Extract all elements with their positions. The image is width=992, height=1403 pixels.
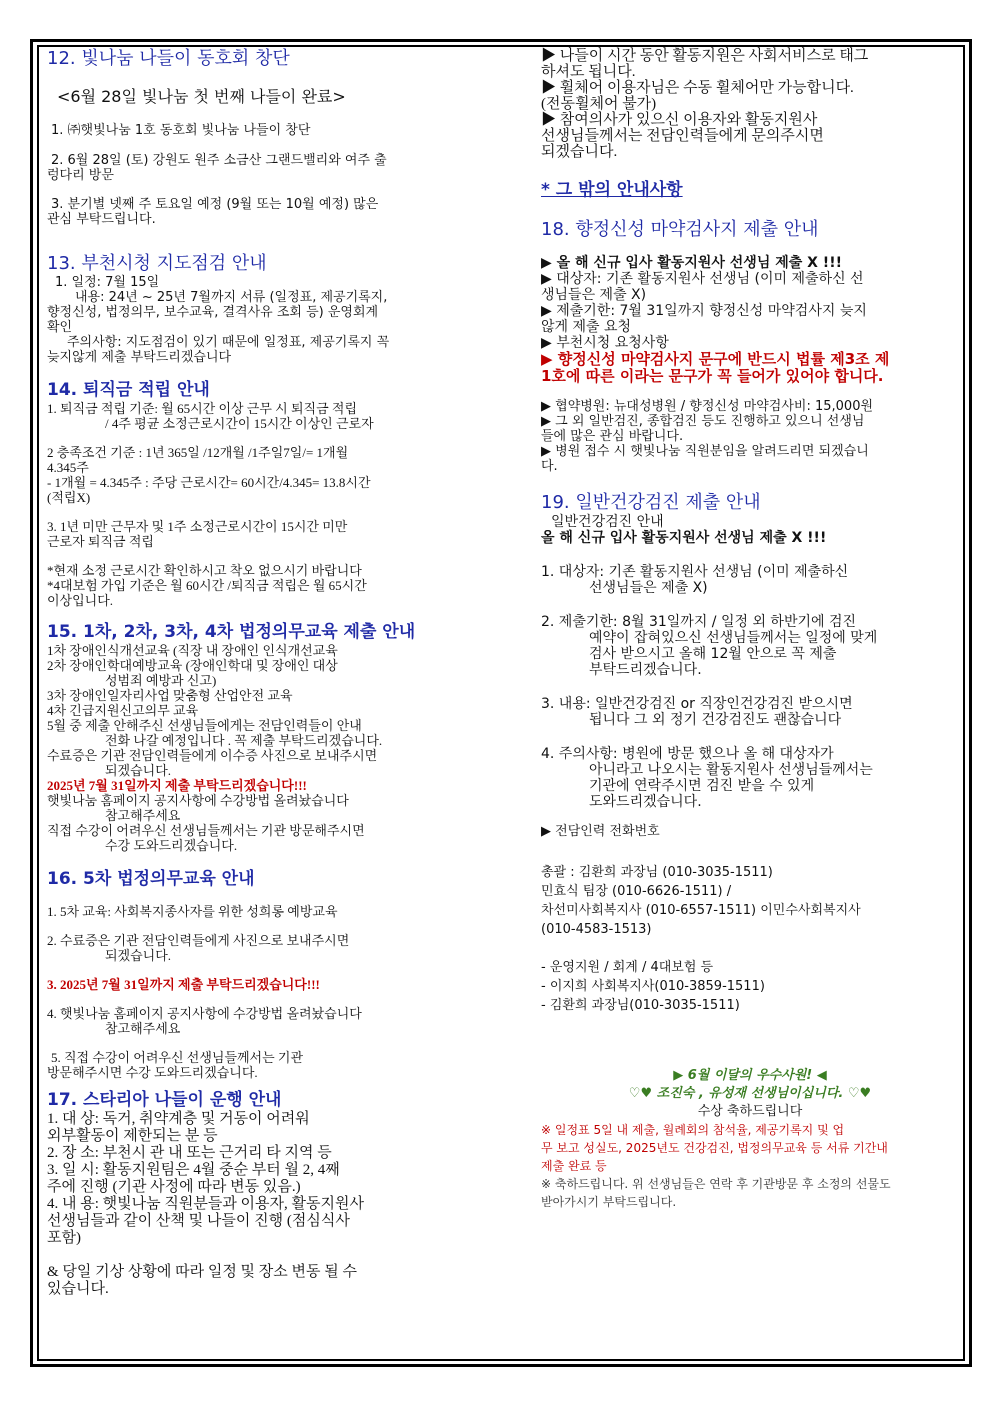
section-19-line: 일반건강검진 안내 <box>551 514 664 530</box>
section-14-line: 4.345주 <box>47 460 89 475</box>
section-14-line: 이상입니다. <box>47 593 114 608</box>
contact-line: - 운영지원 / 회계 / 4대보험 등 <box>541 960 714 975</box>
section-19-line: 올 해 신규 입사 활동지원사 선생님 제출 X !!! <box>541 530 827 546</box>
section-15-line: 되겠습니다. <box>105 763 172 778</box>
section-15 <box>47 622 487 853</box>
section-15-deadline: 2025년 7월 31일까지 제출 부탁드리겠습니다!!! <box>47 778 307 793</box>
section-16-line: 1. 5차 교육: 사회복지종사자를 위한 성희롱 예방교육 <box>47 904 338 919</box>
section-14-title: 14. 퇴직금 적립 안내 <box>47 380 210 400</box>
section-15-line: 1차 장애인식개선교육 (직장 내 장애인 인식개선교육 <box>47 643 338 658</box>
section-15-line: 수료증은 기관 전담인력들에게 이수증 사진으로 보내주시면 <box>47 748 378 763</box>
section-19-line: 아니라고 나오시는 활동지원사 선생님들께서는 <box>589 762 873 778</box>
award-congrats: 수상 축하드립니다 <box>697 1104 803 1119</box>
section-16-line: 방문해주시면 수강 도와드리겠습니다. <box>47 1065 258 1080</box>
award-winners: ♡♥ 조진숙 , 유성재 선생님이십니다. ♡♥ <box>628 1086 872 1101</box>
section-18-required-phrase: 1호에 따른 이라는 문구가 꼭 들어가 있어야 합니다. <box>541 367 884 385</box>
section-15-line: 4차 긴급지원신고의무 교육 <box>47 703 199 718</box>
section-14-line: 근로자 퇴직금 적립 <box>47 534 154 549</box>
section-17-title: 17. 스타리아 나들이 운행 안내 <box>47 1090 282 1110</box>
section-14-line: 1. 퇴직금 적립 기준: 월 65시간 이상 근무 시 퇴직금 적립 <box>47 401 358 416</box>
section-19-line: 부탁드리겠습니다. <box>589 662 702 678</box>
section-15-title: 15. 1차, 2차, 3차, 4차 법정의무교육 제출 안내 <box>47 622 416 642</box>
outing-note-line: 되겠습니다. <box>541 144 618 160</box>
section-15-line: 햇빛나눔 홈페이지 공지사항에 수강방법 올려놨습니다 <box>47 793 349 808</box>
section-15-line: 성범죄 예방과 신고) <box>105 673 217 688</box>
section-18-line: 다. <box>541 459 558 474</box>
section-15-line: 2차 장애인학대예방교육 (장애인학대 및 장애인 대상 <box>47 658 338 673</box>
right-column <box>541 48 959 1211</box>
section-17-line: 1. 대 상: 독거, 취약계층 및 거동이 어려워 <box>47 1111 310 1127</box>
section-14 <box>47 380 487 608</box>
section-17-line: & 당일 기상 상황에 따라 일정 및 장소 변동 될 수 <box>47 1264 357 1280</box>
section-19 <box>541 492 959 810</box>
section-17-line: 선생님들과 같이 산책 및 나들이 진행 (점심식사 <box>47 1213 350 1229</box>
section-19-line: 3. 내용: 일반건강검진 or 직장인건강검진 받으시면 <box>541 696 853 712</box>
section-15-line: 참고해주세요 <box>105 808 181 823</box>
section-13-line: 주의사항: 지도점검이 있기 때문에 일정표, 제공기록지 꼭 <box>67 335 390 350</box>
award-heading: ▶ 6월 이달의 우수사원! ◀ <box>673 1068 827 1083</box>
outing-notes <box>541 48 959 160</box>
section-18-line: 생님들은 제출 X) <box>541 287 647 303</box>
section-16-line: 2. 수료증은 기관 전담인력들에게 사진으로 보내주시면 <box>47 933 350 948</box>
misc-notices-heading: * 그 밖의 안내사항 <box>541 180 683 200</box>
outing-note-line: 하셔도 됩니다. <box>541 64 636 80</box>
section-18-line: ▶ 대상자: 기존 활동지원사 선생님 (이미 제출하신 선 <box>541 271 864 287</box>
section-14-line: 2 충족조건 기준 : 1년 365일 /12개월 /1주일7일/= 1개월 <box>47 445 349 460</box>
contact-line: (010-4583-1513) <box>541 922 652 937</box>
award-note: 받아가시기 부탁드립니다. <box>541 1195 677 1209</box>
outing-note-line: (전동휠체어 불가) <box>541 96 657 112</box>
section-17-line: 3. 일 시: 활동지원팀은 4월 중순 부터 월 2, 4째 <box>47 1162 340 1178</box>
award-criteria: 무 보고 성실도, 2025년도 건강검진, 법정의무교육 등 서류 기간내 <box>541 1141 888 1155</box>
section-17-line: 2. 장 소: 부천시 관 내 또는 근거리 타 지역 등 <box>47 1145 332 1161</box>
section-12 <box>47 48 487 227</box>
section-18-line: ▶ 협약병원: 뉴대성병원 / 향정신성 마약검사비: 15,000원 <box>541 399 874 414</box>
award-note: ※ 축하드립니다. 위 선생님들은 연락 후 기관방문 후 소정의 선물도 <box>541 1177 891 1191</box>
section-16-deadline: 3. 2025년 7월 31일까지 제출 부탁드리겠습니다!!! <box>47 977 320 992</box>
section-17-line: 외부활동이 제한되는 분 등 <box>47 1128 218 1144</box>
section-13-line: 내용: 24년 ~ 25년 7월까지 서류 (일정표, 제공기록지, <box>75 290 388 305</box>
section-14-line: / 4주 평균 소정근로시간이 15시간 이상인 근로자 <box>105 416 374 431</box>
section-15-line: 3차 장애인일자리사업 맞춤형 산업안전 교육 <box>47 688 293 703</box>
section-14-line: - 1개월 = 4.345주 : 주당 근로시간= 60시간/4.345= 13.8시간 <box>47 475 371 490</box>
section-13-line: 늦지않게 제출 부탁드리겠습니다 <box>47 350 232 365</box>
outing-note-line: ▶ 참여의사가 있으신 이용자와 활동지원사 <box>541 112 818 128</box>
contact-line: 차선미사회복지사 (010-6557-1511) 이민수사회복지사 <box>541 903 861 918</box>
section-19-line: 됩니다 그 외 정기 건강검진도 괜찮습니다 <box>589 712 842 728</box>
section-19-line: 2. 제출기한: 8월 31일까지 / 일정 외 하반기에 검진 <box>541 614 857 630</box>
section-13-line: 확인 <box>47 320 73 335</box>
section-19-title: 19. 일반건강검진 제출 안내 <box>541 492 761 513</box>
section-19-line: 기관에 연락주시면 검진 받을 수 있게 <box>589 778 815 794</box>
section-13-line: 1. 일정: 7월 15일 <box>55 275 160 290</box>
section-14-line: (적립X) <box>47 490 91 505</box>
section-16-line: 5. 직접 수강이 어려우신 선생님들께서는 기관 <box>51 1050 304 1065</box>
section-19-line: 선생님들은 제출 X) <box>589 580 708 596</box>
section-17-line: 4. 내 용: 햇빛나눔 직원분들과 이용자, 활동지원사 <box>47 1196 364 1212</box>
section-13 <box>47 253 487 365</box>
section-16 <box>47 869 487 1080</box>
employee-of-month <box>541 1067 959 1211</box>
section-16-line: 4. 햇빛나눔 홈페이지 공지사항에 수강방법 올려놨습니다 <box>47 1006 362 1021</box>
left-column <box>47 48 487 1298</box>
section-18-line: ▶ 병원 접수 시 햇빛나눔 직원분임을 알려드리면 되겠습니 <box>541 444 869 459</box>
contacts-header: ▶ 전담인력 전화번호 <box>541 824 660 839</box>
section-19-line: 1. 대상자: 기존 활동지원사 선생님 (이미 제출하신 <box>541 564 849 580</box>
section-16-title: 16. 5차 법정의무교육 안내 <box>47 869 255 889</box>
section-19-line: 검사 받으시고 올해 12월 안으로 꼭 제출 <box>589 646 837 662</box>
section-18-required-phrase: ▶ 향정신성 마약검사지 문구에 반드시 법률 제3조 제 <box>541 350 890 368</box>
section-18-line: ▶ 제출기한: 7월 31일까지 향정신성 마약검사지 늦지 <box>541 303 867 319</box>
outing-note-line: ▶ 나들이 시간 동안 활동지원은 사회서비스로 태그 <box>541 48 869 64</box>
section-17-line: 있습니다. <box>47 1281 109 1297</box>
section-15-line: 전화 나갈 예정입니다 . 꼭 제출 부탁드리겠습니다. <box>105 733 383 748</box>
section-13-line: 향정신성, 법정의무, 보수교육, 결격사유 조회 등) 운영회계 <box>47 305 379 320</box>
section-19-line: 도와드리겠습니다. <box>589 794 702 810</box>
section-12-item-3a: 3. 분기별 넷째 주 토요일 예정 (9월 또는 10월 예정) 많은 <box>51 197 379 212</box>
section-18 <box>541 219 959 474</box>
section-13-title: 13. 부천시청 지도점검 안내 <box>47 253 267 274</box>
section-14-line: 3. 1년 미만 근무자 및 1주 소정근로시간이 15시간 미만 <box>47 519 348 534</box>
section-15-line: 수강 도와드리겠습니다. <box>105 838 238 853</box>
section-12-title: 12. 빛나눔 나들이 동호회 창단 <box>47 48 290 69</box>
section-19-line: 예약이 잡혀있으신 선생님들께서는 일정에 맞게 <box>589 630 878 646</box>
section-18-line: ▶ 올 해 신규 입사 활동지원사 선생님 제출 X !!! <box>541 255 842 271</box>
contact-line: - 김환희 과장님(010-3035-1511) <box>541 998 740 1013</box>
contact-line: 총괄 : 김환희 과장님 (010-3035-1511) <box>541 865 773 880</box>
section-17-line: 포함) <box>47 1230 81 1246</box>
section-15-line: 직접 수강이 어려우신 선생님들께서는 기관 방문해주시면 <box>47 823 365 838</box>
section-12-item-2b: 렁다리 방문 <box>47 168 114 183</box>
section-12-item-2a: 2. 6월 28일 (토) 강원도 원주 소금산 그랜드밸리와 여주 출 <box>51 153 387 168</box>
section-14-line: *현재 소정 근로시간 확인하시고 착오 없으시기 바랍니다 <box>47 563 362 578</box>
section-16-line: 되겠습니다. <box>105 948 172 963</box>
outing-note-line: 선생님들께서는 전담인력들에게 문의주시면 <box>541 128 824 144</box>
section-12-subtitle: <6월 28일 빛나눔 첫 번째 나들이 완료> <box>57 87 346 106</box>
section-12-item-1: 1. ㈜햇빛나눔 1호 동호회 빛나눔 나들이 창단 <box>51 123 311 138</box>
section-15-line: 5월 중 제출 안해주신 선생님들에게는 전담인력들이 안내 <box>47 718 362 733</box>
section-18-title: 18. 향정신성 마약검사지 제출 안내 <box>541 219 819 240</box>
contact-line: - 이지희 사회복지사(010-3859-1511) <box>541 979 765 994</box>
award-criteria: 제출 완료 등 <box>541 1159 607 1173</box>
section-12-item-3b: 관심 부탁드립니다. <box>47 212 156 227</box>
section-19-line: 4. 주의사항: 병원에 방문 했으나 올 해 대상자가 <box>541 746 834 762</box>
award-criteria: ※ 일정표 5일 내 제출, 월례회의 참석율, 제공기록지 및 업 <box>541 1123 845 1137</box>
outing-note-line: ▶ 휠체어 이용자님은 수동 휠체어만 가능합니다. <box>541 80 854 96</box>
section-16-line: 참고해주세요 <box>105 1021 181 1036</box>
section-17 <box>47 1090 487 1298</box>
contact-line: 민효식 팀장 (010-6626-1511) / <box>541 884 732 899</box>
section-18-line: ▶ 부천시청 요청사항 <box>541 335 669 351</box>
section-18-line: 들에 많은 관심 바랍니다. <box>541 429 684 444</box>
staff-contacts <box>541 824 959 1015</box>
section-18-line: ▶ 그 외 일반검진, 종합검진 등도 진행하고 있으니 선생님 <box>541 414 865 429</box>
section-18-line: 않게 제출 요청 <box>541 319 632 335</box>
section-14-line: *4대보험 가입 기준은 월 60시간 /퇴직금 적립은 월 65시간 <box>47 578 367 593</box>
section-17-line: 주에 진행 (기관 사정에 따라 변동 있음.) <box>47 1179 301 1195</box>
